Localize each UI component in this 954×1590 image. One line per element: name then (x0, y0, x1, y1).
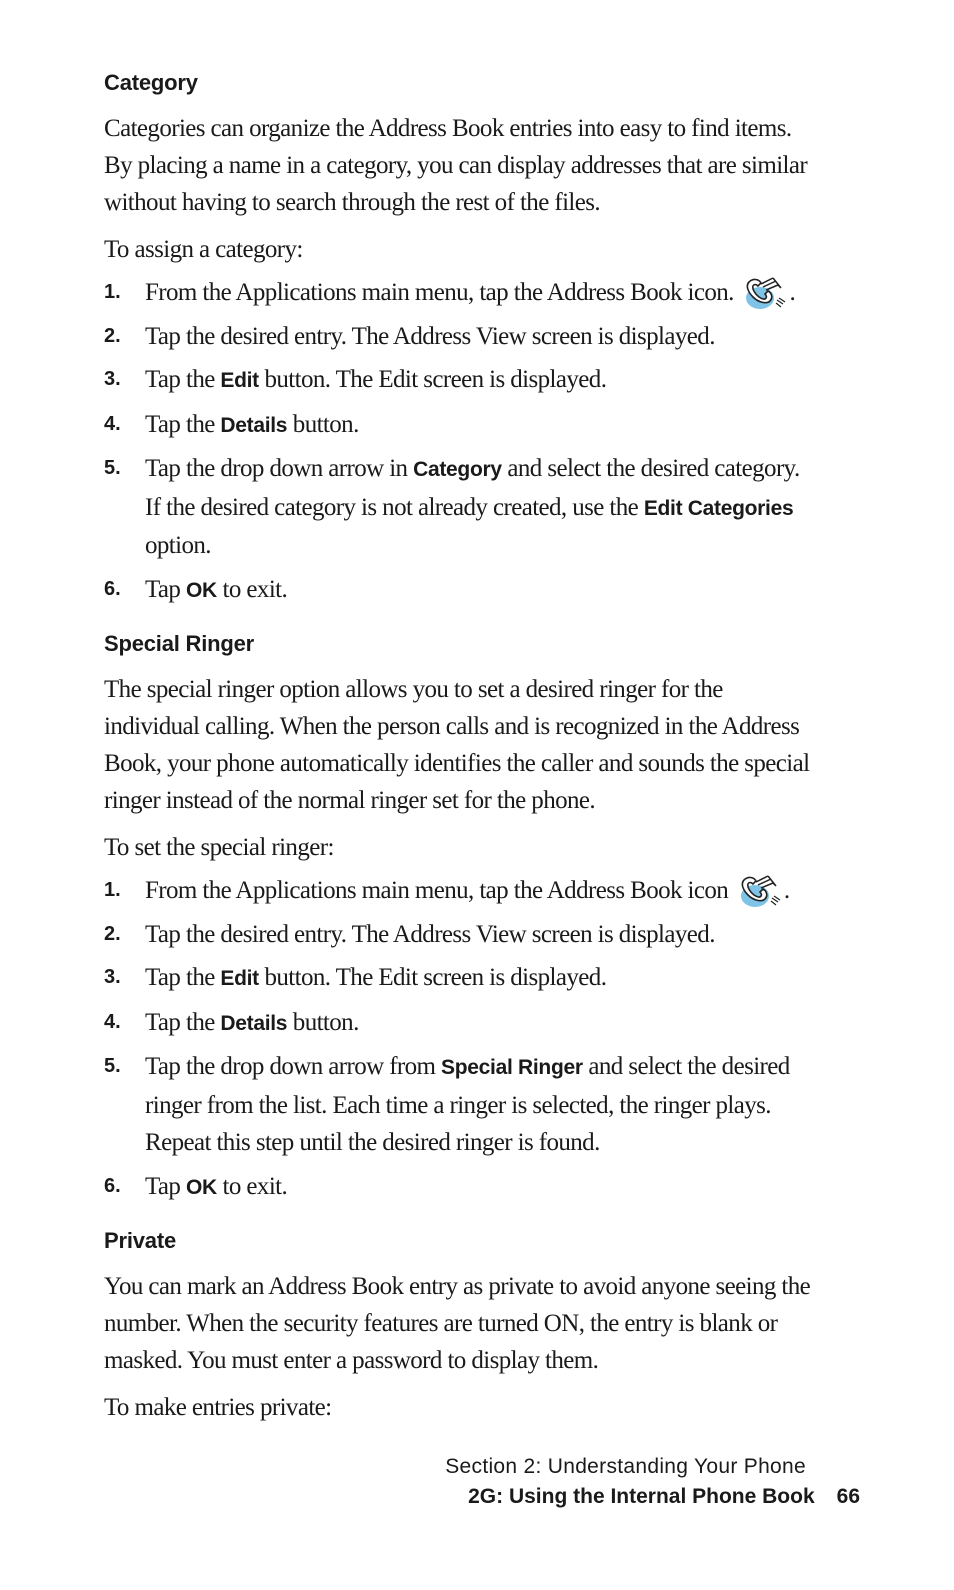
step-item (104, 571, 814, 610)
step-number: 5. (104, 457, 121, 479)
category-field-label: Category (413, 458, 502, 481)
step-text: Tap the drop down arrow from Special Ringer and select the desired ringer from the list. Each time a ringer is selected, the ringer plays. Repeat this step until the desired ringer is found. (145, 1053, 790, 1156)
step-text: From the Applications main menu, tap the Address Book icon . (145, 872, 814, 910)
step-item (104, 872, 814, 910)
step-number: 6. (104, 577, 121, 600)
step-item (104, 959, 814, 998)
step-text: Tap the Edit button. The Edit screen is displayed. (145, 366, 607, 393)
page-footer (445, 1452, 860, 1512)
step-text: From the Applications main menu, tap the Address Book icon. . (145, 274, 814, 312)
step-item (104, 361, 814, 400)
private-intro: To make entries private: (104, 1394, 332, 1421)
category-steps (104, 274, 814, 609)
step-number: 3. (104, 966, 121, 988)
step-number: 4. (104, 412, 121, 435)
step-number: 1. (104, 879, 121, 901)
step-number: 6. (104, 1174, 121, 1197)
step-item (104, 1168, 814, 1207)
step-text: Tap OK to exit. (145, 1172, 288, 1200)
category-heading: Category (104, 70, 198, 95)
address-book-icon (743, 276, 787, 310)
step-text: Tap OK to exit. (145, 575, 288, 603)
ringer-section (104, 631, 814, 1206)
footer-section-title: Section 2: Understanding Your Phone (445, 1455, 806, 1478)
step-text: Tap the Details button. (145, 410, 359, 438)
edit-categories-label: Edit Categories (643, 496, 794, 520)
private-description: You can mark an Address Book entry as private to avoid anyone seeing the number. When the security features are turned ON, the entry is blank or masked. You must enter a password to display them. (104, 1273, 811, 1374)
step-text: Tap the desired entry. The Address View screen is displayed. (145, 322, 715, 350)
footer-chapter-row (445, 1482, 860, 1512)
page-number: 66 (836, 1485, 860, 1508)
page-content (104, 70, 814, 1432)
category-description: Categories can organize the Address Book entries into easy to find items. By placing a name in a category, you can display addresses that are similar without having to search through the rest of the files. (104, 115, 808, 216)
address-book-icon (738, 874, 782, 908)
edit-button-label: Edit (220, 967, 259, 990)
special-ringer-field-label: Special Ringer (441, 1056, 583, 1079)
private-heading: Private (104, 1228, 176, 1253)
step-number: 4. (104, 1010, 121, 1033)
step-number: 3. (104, 368, 121, 390)
category-intro: To assign a category: (104, 236, 303, 263)
step-number: 5. (104, 1055, 121, 1077)
edit-button-label: Edit (220, 369, 259, 392)
step-text: Tap the Details button. (145, 1008, 359, 1036)
details-button-label: Details (220, 1011, 288, 1035)
details-button-label: Details (220, 413, 288, 437)
ringer-heading: Special Ringer (104, 631, 255, 656)
ringer-description: The special ringer option allows you to set a desired ringer for the individual calling. When the person calls and is recognized in the Address Book, your phone automatically identifies the caller and sounds the special ringer instead of the normal ringer set for the phone. (104, 676, 810, 814)
step-number: 1. (104, 281, 121, 303)
step-number: 2. (104, 922, 121, 945)
step-text: Tap the drop down arrow in Category and select the desired category. If the desired category is not already created, use the Edit Categories option. (145, 455, 800, 559)
step-item (104, 318, 814, 356)
ok-button-label: OK (185, 578, 217, 602)
step-item (104, 1004, 814, 1043)
private-section (104, 1228, 814, 1426)
ringer-intro: To set the special ringer: (104, 834, 334, 861)
step-number: 2. (104, 324, 121, 347)
step-text: Tap the desired entry. The Address View screen is displayed. (145, 920, 715, 948)
step-item (104, 406, 814, 445)
step-item (104, 450, 814, 565)
step-item (104, 916, 814, 954)
ok-button-label: OK (185, 1175, 217, 1199)
step-text: Tap the Edit button. The Edit screen is displayed. (145, 964, 607, 991)
step-item (104, 1048, 814, 1162)
footer-chapter-title: 2G: Using the Internal Phone Book (468, 1485, 815, 1508)
ringer-steps (104, 872, 814, 1206)
step-item (104, 274, 814, 312)
category-section (104, 70, 814, 609)
